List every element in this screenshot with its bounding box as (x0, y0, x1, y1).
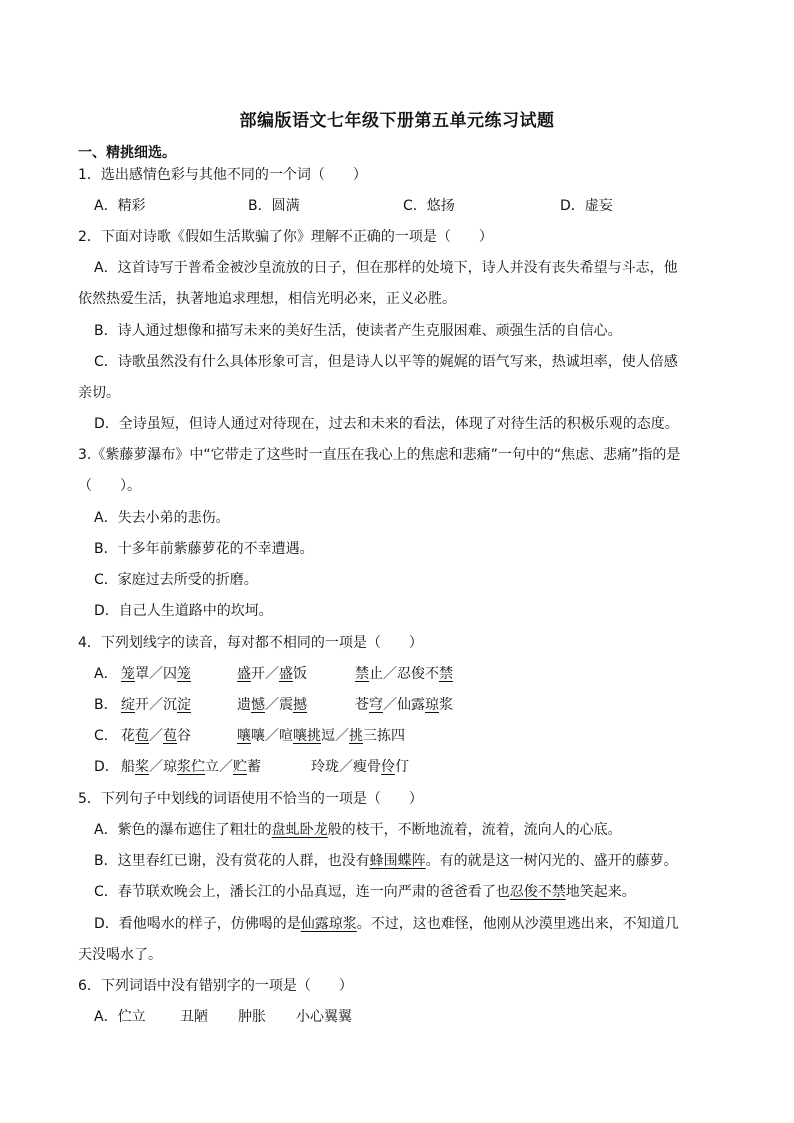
q3-option-d: D．自己人生道路中的坎坷。 (94, 603, 273, 619)
q1-option-d: D．虚妄 (560, 198, 613, 214)
q3-option-c: C．家庭过去所受的折磨。 (94, 572, 258, 588)
q2-option-d: D．全诗虽短，但诗人通过对待现在，过去和未来的看法，体现了对待生活的积极乐观的态度。 (94, 416, 679, 432)
page-title: 部编版语文七年级下册第五单元练习试题 (239, 111, 555, 131)
q2-option-c-line1: C．诗歌虽然没有什么具体形象可言，但是诗人以平等的娓娓的语气写来，热诚坦率，使人倍感 (94, 354, 678, 370)
q3-option-a: A．失去小弟的悲伤。 (94, 510, 230, 526)
question-3-stem-line2: （ ）。 (78, 478, 141, 494)
section-heading: 一、精挑细选。 (78, 145, 176, 161)
q1-option-b: B．圆满 (248, 198, 300, 214)
q3-option-b: B．十多年前紫藤萝花的不幸遭遇。 (94, 541, 314, 557)
q4-option-b-pair3: 苍穹／仙露琼浆 (355, 697, 453, 713)
q4-option-c-label: C． (94, 728, 118, 744)
q2-option-c-line2: 亲切。 (78, 385, 120, 401)
q4-option-d-pair2: 玲珑／瘦骨伶仃 (311, 759, 409, 775)
question-5-stem: 5．下列句子中划线的词语使用不恰当的一项是（ ） (78, 791, 423, 807)
q4-option-a-label: A． (94, 666, 118, 682)
q2-option-a-line1: A．这首诗写于普希金被沙皇流放的日子，但在那样的处境下，诗人并没有丧失希望与斗志，他 (94, 260, 678, 276)
question-3-stem-line1: 3.《紫藤萝瀑布》中“它带走了这些时一直压在我心上的焦虑和悲痛”一句中的“焦虑、悲痛”指的是 (78, 447, 681, 463)
q4-option-c-pair2: 嚷嚷／喧嚷挑逗／挑三拣四 (237, 728, 405, 744)
q2-option-b: B．诗人通过想像和描写未来的美好生活，使读者产生克服困难、顽强生活的自信心。 (94, 323, 622, 339)
q5-option-d-line1: D．看他喝水的样子，仿佛喝的是仙露琼浆。不过，这也难怪，他刚从沙漠里逃出来，不知道几 (94, 916, 679, 932)
question-2-stem: 2．下面对诗歌《假如生活欺骗了你》理解不正确的一项是（ ） (78, 229, 493, 245)
q4-option-d-label: D． (94, 759, 119, 775)
q6-option-a-word3: 肿胀 (238, 1009, 266, 1025)
q4-option-b-pair1: 绽开／沉淀 (121, 697, 191, 713)
question-4-stem: 4．下列划线字的读音，每对都不相同的一项是（ ） (78, 635, 423, 651)
question-1-stem: 1．选出感情色彩与其他不同的一个词（ ） (78, 167, 367, 183)
q4-option-a-pair3: 禁止／忍俊不禁 (355, 666, 453, 682)
q5-option-d-line2: 天没喝水了。 (78, 947, 162, 963)
q4-option-b-pair2: 遗憾／震撼 (237, 697, 307, 713)
q5-option-c: C．春节联欢晚会上，潘长江的小品真逗，连一向严肃的爸爸看了也忍俊不禁地笑起来。 (94, 884, 636, 900)
q4-option-d-pair1: 船桨／琼浆伫立／贮蓄 (121, 759, 261, 775)
q6-option-a-word1: A．伫立 (94, 1009, 146, 1025)
q4-option-c-pair1: 花苞／苞谷 (121, 728, 191, 744)
q6-option-a-word4: 小心翼翼 (296, 1009, 352, 1025)
q1-option-c: C．悠扬 (403, 198, 455, 214)
q1-option-a: A．精彩 (94, 198, 146, 214)
q4-option-b-label: B． (94, 697, 118, 713)
q2-option-a-line2: 依然热爱生活，执著地追求理想，相信光明必来，正义必胜。 (78, 291, 456, 307)
q4-option-a-pair2: 盛开／盛饭 (237, 666, 307, 682)
q6-option-a-word2: 丑陋 (180, 1009, 208, 1025)
q5-option-b: B．这里春红已谢，没有赏花的人群，也没有蜂围蝶阵。有的就是这一树闪光的、盛开的藤萝。 (94, 853, 678, 869)
question-6-stem: 6．下列词语中没有错别字的一项是（ ） (78, 978, 353, 994)
q5-option-a: A．紫色的瀑布遮住了粗壮的盘虬卧龙般的枝干，不断地流着，流着，流向人的心底。 (94, 822, 622, 838)
q4-option-a-pair1: 笼罩／囚笼 (121, 666, 191, 682)
